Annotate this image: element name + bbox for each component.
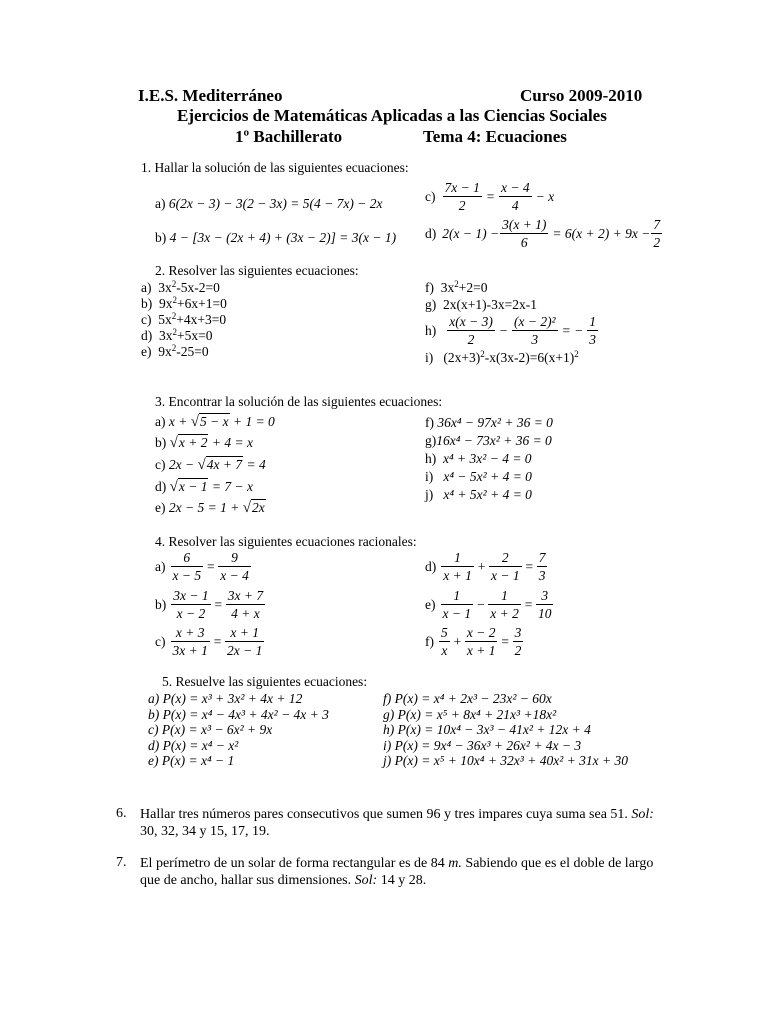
- ex3-d: d) √x − 1 = 7 − x: [155, 479, 253, 495]
- ex4-b: b) $\frac{3x - 1}{x - 2}$ = $\frac{3x + 7}{4 + x}$: [155, 588, 264, 621]
- school-name: I.E.S. Mediterráneo: [138, 86, 283, 105]
- ex3-b: b) √x + 2 + 4 = x: [155, 435, 253, 451]
- ex5-a: a) P(x) = x³ + 3x² + 4x + 12: [148, 691, 303, 706]
- ex1-a: a) 6(2x − 3) − 3(2 − 3x) = 5(4 − 7x) − 2x: [155, 196, 383, 211]
- ex5-j: j) P(x) = x⁵ + 10x⁴ + 32x³ + 40x² + 31x + 30: [383, 753, 628, 768]
- ex2-d: d) $3x^2+5x=0$: [141, 327, 213, 343]
- ex2-b: b) $9x^2+6x+1=0$: [141, 295, 227, 311]
- ex3-h: h) x⁴ + 3x² − 4 = 0: [425, 451, 532, 466]
- ex5-d: d) P(x) = x⁴ − x²: [148, 737, 239, 753]
- ex3-i: i) x⁴ − 5x² + 4 = 0: [425, 469, 532, 484]
- ex2-title: 2. Resolver las siguientes ecuaciones:: [155, 263, 359, 278]
- course-year: Curso 2009-2010: [520, 86, 643, 105]
- ex6-number: 6.: [116, 806, 127, 821]
- ex2-c: c) $5x^2+4x+3=0$: [141, 311, 227, 327]
- ex3-right-list: [425, 414, 553, 504]
- ex2-a: a) $3x^2-5x-2=0$: [141, 279, 220, 295]
- ex4-c: c) $\frac{x + 3}{3x + 1}$ = $\frac{x + 1}{2x - 1}$: [155, 625, 263, 658]
- document-subject: Ejercicios de Matemáticas Aplicadas a las Ciencias Sociales: [177, 106, 607, 125]
- ex1-d: d) 2(x − 1) − $\frac{3(x + 1)}{6}$ = 6(x + 2) + 9x − $\frac{7}{2}$: [425, 217, 661, 250]
- ex5-h: h) P(x) = 10x⁴ − 3x³ − 41x² + 12x + 4: [383, 722, 591, 737]
- ex3-j: j) x⁴ + 5x² + 4 = 0: [425, 487, 532, 502]
- ex6-text: Hallar tres números pares consecutivos que sumen 96 y tres impares cuya suma sea 51. Sol: 30, 32, 34 y 15, 17, 19.: [140, 807, 654, 839]
- ex1-b: b) 4 − [3x − (2x + 4) + (3x − 2)] = 3(x − 1): [155, 230, 397, 245]
- ex5-g: g) P(x) = x⁵ + 8x⁴ + 21x³ +18x²: [383, 706, 557, 722]
- ex5-title: 5. Resuelve las siguientes ecuaciones:: [162, 674, 368, 689]
- ex2-left-list: [141, 280, 227, 360]
- ex3-g: g)16x⁴ − 73x² + 36 = 0: [425, 433, 552, 448]
- ex4-a: a) $\frac{6}{x - 5}$ = $\frac{9}{x - 4}$: [155, 550, 249, 583]
- ex2-h: h) $\frac{x(x - 3)}{2}$ − $\frac{\text{(x − 2)²}}{3}$ = − $\frac{1}{3}$: [425, 314, 596, 347]
- ex2-e: e) $9x^2-25=0$: [141, 343, 209, 359]
- ex3-title: 3. Encontrar la solución de las siguientes ecuaciones:: [155, 394, 443, 409]
- ex5-f: f) P(x) = x⁴ + 2x³ − 23x² − 60x: [383, 691, 552, 706]
- ex3-f: f) 36x⁴ − 97x² + 36 = 0: [425, 415, 553, 430]
- ex5-b: b) P(x) = x⁴ − 4x³ + 4x² − 4x + 3: [148, 706, 329, 722]
- ex7-text: El perímetro de un solar de forma rectangular es de 84 m. Sabiendo que es el doble de largo que de ancho, hallar sus dimensiones. Sol: 14 y 28.: [140, 856, 654, 888]
- ex4-e: e) $\frac{1}{x - 1}$ − $\frac{1}{x + 2}$ = $\frac{3}{10}$: [425, 588, 552, 621]
- ex1-c: c) $\frac{7x - 1}{2}$ = $\frac{x - 4}{4}$ − x: [425, 180, 555, 213]
- ex1-title: 1. Hallar la solución de las siguientes ecuaciones:: [141, 160, 409, 175]
- ex5-c: c) P(x) = x³ − 6x² + 9x: [148, 722, 273, 737]
- ex3-e: e) 2x − 5 = 1 + √2x: [155, 500, 265, 516]
- ex4-f: f) $\frac{5}{x}$ + $\frac{x - 2}{x + 1}$ = $\frac{3}{2}$: [425, 625, 522, 658]
- ex2-f: f) $3x^2+2=0$: [425, 279, 488, 295]
- ex5-i: i) P(x) = 9x⁴ − 36x³ + 26x² + 4x − 3: [383, 737, 582, 753]
- ex3-c: c) 2x − √4x + 7 = 4: [155, 457, 266, 473]
- ex4-d: d) $\frac{1}{x + 1}$ + $\frac{2}{x - 1}$ = $\frac{7}{3}$: [425, 550, 546, 583]
- ex5-left-list: [148, 691, 329, 769]
- ex2-i: i) $(2x+3)^2-x(3x-2)=6(x+1)^2$: [425, 349, 579, 365]
- ex3-a: a) x + √5 − x + 1 = 0: [155, 414, 275, 430]
- ex4-title: 4. Resolver las siguientes ecuaciones racionales:: [155, 534, 417, 549]
- ex5-right-list: [383, 691, 628, 769]
- ex2-g: g) 2x(x+1)-3x=2x-1: [425, 297, 537, 312]
- level: 1º Bachillerato: [235, 127, 343, 146]
- topic: Tema 4: Ecuaciones: [423, 127, 567, 146]
- ex5-e: e) P(x) = x⁴ − 1: [148, 753, 235, 768]
- ex7-number: 7.: [116, 855, 127, 870]
